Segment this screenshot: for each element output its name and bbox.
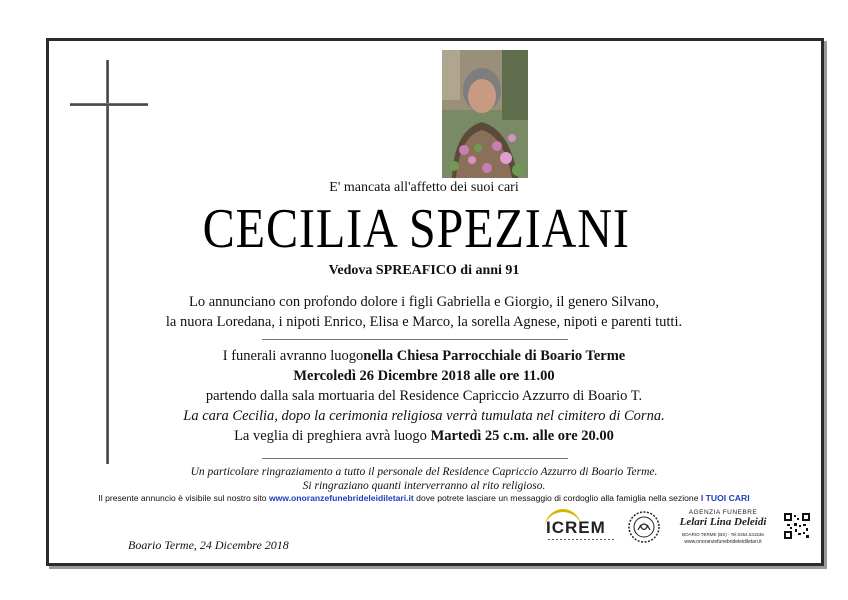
funeral-line-3: partendo dalla sala mortuaria del Residence Capriccio Azzurro di Boario T.: [205, 388, 643, 404]
agency-site: www.onoranzefunebrideleidiletari.it: [684, 539, 762, 545]
agency-label: AGENZIA FUNEBRE: [688, 509, 758, 516]
icrem-logo-text: ICREM: [546, 518, 606, 537]
website-link[interactable]: www.onoranzefunebrideleidiletari.it: [268, 493, 414, 503]
intro-text: E' mancata all'affetto dei suoi cari: [329, 180, 519, 195]
announcement-paragraph: [0, 292, 848, 332]
funeral-line-5-prefix: La veglia di preghiera avrà luogo: [234, 428, 431, 444]
cross-icon-horizontal: [70, 103, 148, 106]
divider: [262, 339, 568, 340]
notice-middle: dove potrete lasciare un messaggio di cordoglio alla famiglia nella sezione: [413, 493, 701, 503]
funeral-line-5: [0, 426, 848, 446]
thanks-text: [0, 465, 848, 493]
funeral-church: nella Chiesa Parrocchiale di Boario Terme: [363, 348, 626, 364]
portrait-photo: [442, 50, 528, 178]
agency-seal-icon: [627, 510, 661, 544]
qr-code-icon[interactable]: [784, 513, 810, 539]
agency-name: Lelari Lina Deleidi: [679, 516, 767, 528]
vigil-date: Martedì 25 c.m. alle ore 20.00: [430, 428, 614, 444]
thanks-line-1: Un particolare ringraziamento a tutto il personale del Residence Capriccio Azzurro di Boario Terme.: [190, 466, 658, 478]
funeral-line-1-prefix: I funerali avranno luogo: [222, 348, 364, 364]
thanks-line-2: Si ringraziano quanti interverranno al rito religioso.: [302, 480, 546, 492]
funeral-date: Mercoledì 26 Dicembre 2018 alle ore 11.00: [293, 368, 555, 384]
divider: [262, 458, 568, 459]
portrait-image: [442, 50, 528, 178]
funeral-paragraph: [0, 346, 848, 446]
icrem-logo: [540, 509, 620, 549]
notice-prefix: Il presente annuncio è visibile sul nostro sito: [98, 493, 269, 503]
tuoi-cari-link[interactable]: I TUOI CARI: [700, 493, 750, 503]
agency-logo: [668, 509, 778, 545]
announcement-line-1: Lo annunciano con profondo dolore i figli Gabriella e Giorgio, il genero Silvano,: [188, 294, 660, 310]
website-notice: [0, 493, 848, 503]
icrem-underline: [548, 539, 614, 540]
deceased-name: CECILIA SPEZIANI: [202, 198, 630, 260]
place-date: Boario Terme, 24 Dicembre 2018: [128, 538, 289, 552]
subtitle: Vedova SPREAFICO di anni 91: [328, 263, 520, 278]
funeral-line-4: La cara Cecilia, dopo la cerimonia religiosa verrà tumulata nel cimitero di Corna.: [183, 408, 665, 424]
agency-address: BOARIO TERME (BS) - Tel.0364.531536: [682, 532, 764, 537]
announcement-line-2: la nuora Loredana, i nipoti Enrico, Elisa e Marco, la sorella Agnese, nipoti e parenti tutti.: [165, 314, 683, 330]
funeral-line-1: [0, 346, 848, 366]
